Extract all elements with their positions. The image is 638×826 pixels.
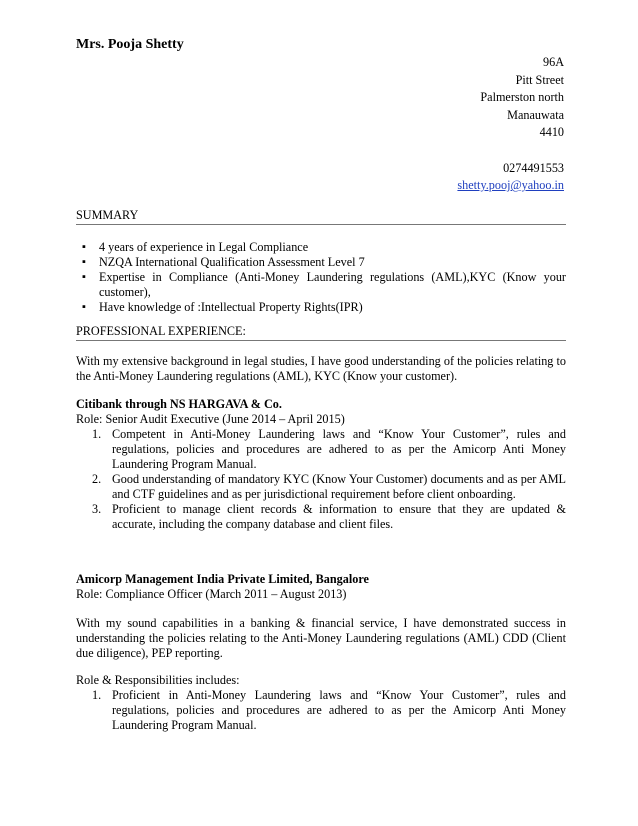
list-item-text: 4 years of experience in Legal Compliance — [99, 240, 309, 254]
list-item-text: NZQA International Qualification Assessment Level 7 — [99, 255, 365, 269]
list-item-text: Proficient in Anti-Money Laundering laws and “Know Your Customer”, rules and regulations, policies and procedures are adhered to as per the Amicorp Anti Money Laundering Program Manual. — [112, 688, 566, 732]
list-item — [76, 270, 566, 300]
list-item-text: Expertise in Compliance (Anti-Money Laundering regulations (AML),KYC (Know your customer), — [99, 270, 566, 299]
job2-duties — [76, 688, 566, 733]
list-item — [76, 240, 566, 255]
experience-heading: PROFESSIONAL EXPERIENCE: — [76, 324, 566, 341]
address-line: 4410 — [539, 125, 564, 140]
list-item — [76, 300, 566, 315]
list-item-text: Have knowledge of :Intellectual Property Rights(IPR) — [99, 300, 363, 314]
experience-intro: With my extensive background in legal studies, I have good understanding of the policies relating to the Anti-Money Laundering regulations (AML), KYC (Know your customer). — [76, 354, 566, 383]
job2-company: Amicorp Management India Private Limited, Bangalore — [76, 572, 369, 586]
list-item — [76, 255, 566, 270]
list-item: 1. Proficient in Anti-Money Laundering laws and “Know Your Customer”, rules and regulations, policies and procedures are adhered to as per the Amicorp Anti Money Laundering Program Manual. — [92, 688, 566, 732]
list-item-text: Competent in Anti-Money Laundering laws and “Know Your Customer”, rules and regulations, policies and procedures are adhered to as per the Amicorp Anti Money Laundering Program Manual. — [112, 427, 566, 471]
list-item-text: Good understanding of mandatory KYC (Know Your Customer) documents and as per AML and CTF guidelines and as per jurisdictional requirement before client onboarding. — [112, 472, 566, 501]
list-item: 1. Competent in Anti-Money Laundering laws and “Know Your Customer”, rules and regulations, policies and procedures are adhered to as per the Amicorp Anti Money Laundering Program Manual. — [92, 427, 566, 471]
contact-block — [457, 54, 564, 195]
job1-role: Role: Senior Audit Executive (June 2014 – April 2015) — [76, 412, 345, 426]
address-line: Palmerston north — [480, 90, 564, 105]
job2-role: Role: Compliance Officer (March 2011 – August 2013) — [76, 587, 347, 601]
spacer — [457, 142, 564, 160]
phone-number: 0274491553 — [503, 160, 564, 175]
list-item-text: Proficient to manage client records & information to ensure that they are updated & accurate, including the company database and client files. — [112, 502, 566, 531]
job2-description: With my sound capabilities in a banking & financial service, I have demonstrated success in understanding the policies relating to the Anti-Money Laundering regulations (AML) CDD (Client due diligence), PEP reporting. — [76, 616, 566, 660]
list-item: 3. Proficient to manage client records & information to ensure that they are updated & accurate, including the company database and client files. — [92, 502, 566, 531]
address-line: 96A — [543, 55, 564, 69]
summary-list — [76, 240, 566, 315]
summary-heading: SUMMARY — [76, 208, 566, 225]
job1-duties — [76, 427, 566, 532]
candidate-name: Mrs. Pooja Shetty — [76, 37, 184, 52]
address-line: Manauwata — [507, 107, 564, 122]
email-link[interactable]: shetty.pooj@yahoo.in — [457, 178, 564, 193]
list-item: 2. Good understanding of mandatory KYC (Know Your Customer) documents and as per AML and CTF guidelines and as per jurisdictional requirement before client onboarding. — [92, 472, 566, 501]
job2-resp-label: Role & Responsibilities includes: — [76, 673, 240, 687]
job1-company: Citibank through NS HARGAVA & Co. — [76, 397, 282, 411]
address-line: Pitt Street — [515, 72, 564, 87]
